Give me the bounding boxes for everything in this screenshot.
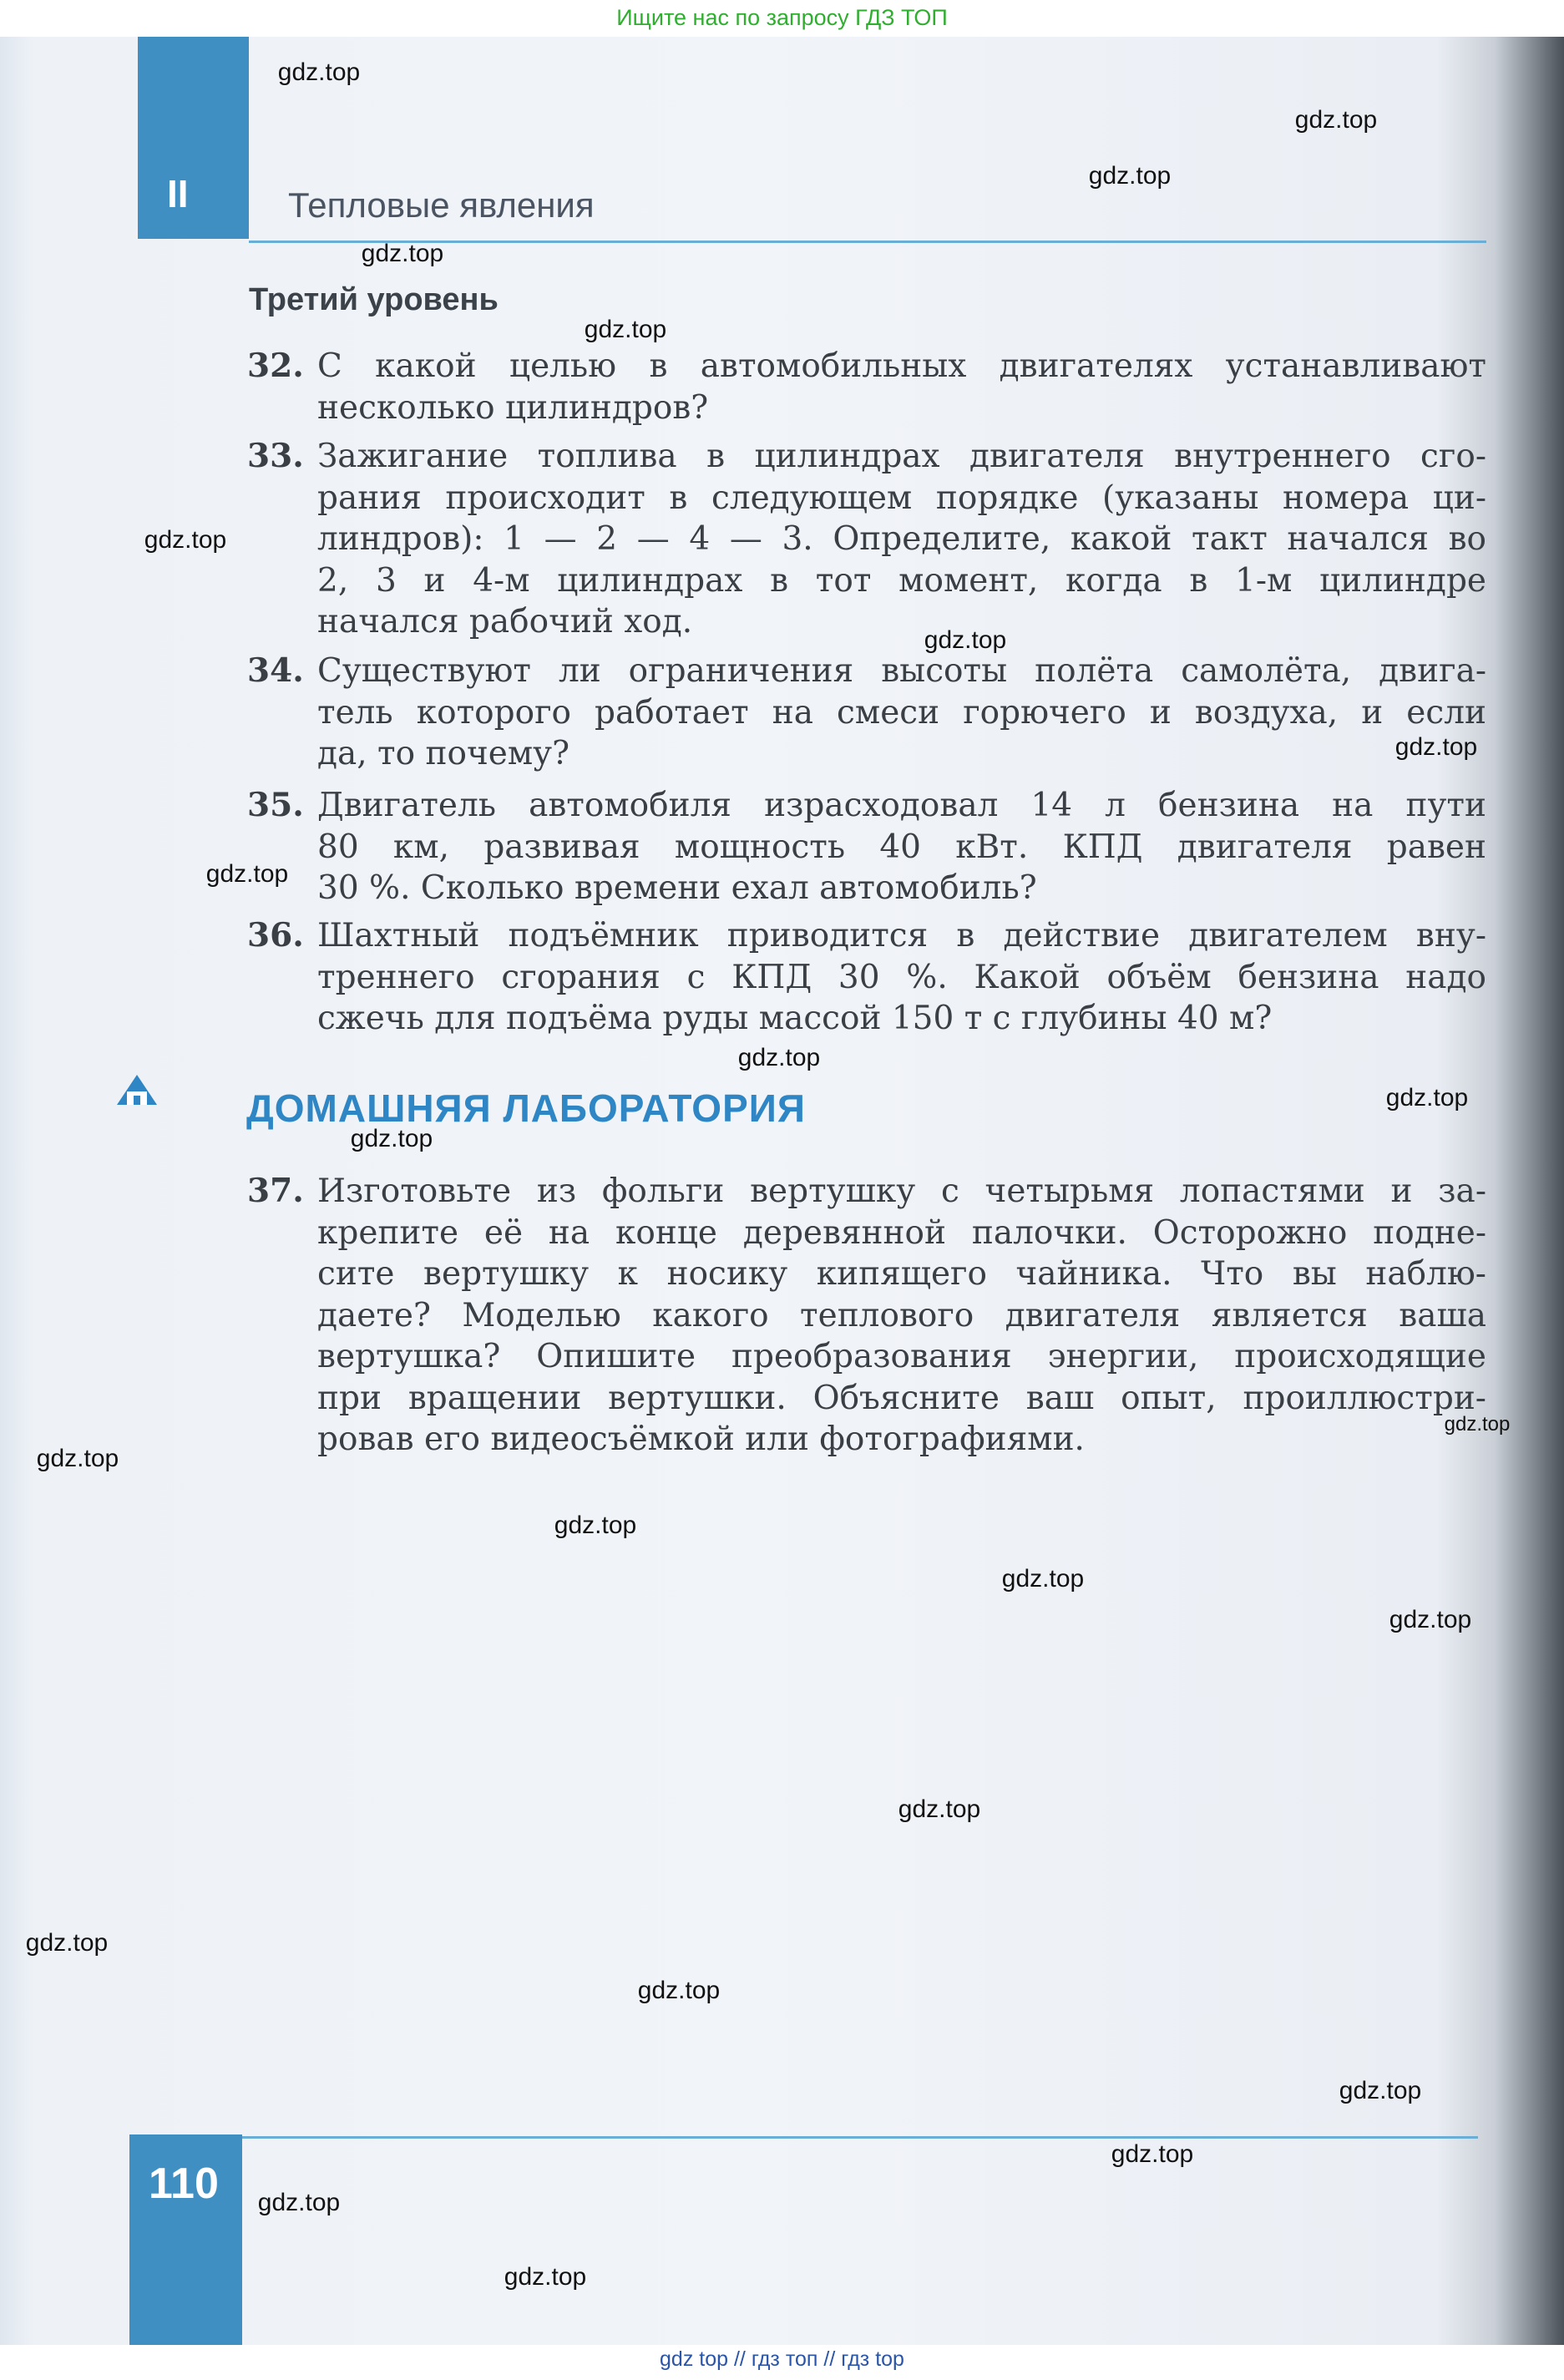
watermark: gdz.top (1385, 1084, 1469, 1112)
exercise-item (247, 1171, 1486, 1461)
exercise-text-line: 30 %. Сколько времени ехал автомобиль? (317, 869, 1037, 907)
page-number: 110 (149, 2160, 219, 2208)
watermark: gdz.top (36, 1445, 119, 1472)
exercise-number: 34. (247, 651, 304, 690)
watermark: gdz.top (277, 58, 361, 86)
exercise-item (247, 346, 1486, 428)
watermark: gdz.top (205, 860, 289, 888)
exercise-text-line: крепите её на конце деревянной палочки. Осторожно подне- (317, 1213, 1486, 1252)
watermark: gdz.top (257, 2189, 341, 2216)
watermark: gdz.top (144, 526, 227, 554)
exercise-text-line: сжечь для подъёма руды массой 150 т с глубины 40 м? (317, 1000, 1273, 1037)
exercise-text-line: Существуют ли ограничения высоты полёта самолёта, двига- (317, 652, 1486, 690)
footer-divider (242, 2136, 1478, 2139)
section-number: II (167, 172, 189, 215)
exercise-item (247, 436, 1486, 643)
exercise-text-line: да, то почему? (317, 735, 570, 772)
exercise-number: 35. (247, 786, 304, 824)
exercise-text-line: линдров): 1 — 2 — 4 — 3. Определите, какой такт начался во (317, 520, 1486, 558)
exercise-number: 33. (247, 437, 304, 475)
watermark: gdz.top (737, 1044, 821, 1071)
exercise-text-line: даете? Моделью какого теплового двигателя является ваша (317, 1296, 1486, 1334)
exercise-text-line: Зажигание топлива в цилиндрах двигателя внутреннего сго- (317, 438, 1486, 475)
watermark: gdz.top (1111, 2140, 1194, 2168)
exercise-text-line: начался рабочий ход. (317, 603, 693, 641)
watermark: gdz.top (584, 316, 667, 343)
exercise-text-line: при вращении вертушки. Объясните ваш опыт, проиллюстри- (317, 1379, 1486, 1417)
footer-links[interactable]: gdz top // гдз топ // гдз top (660, 2347, 904, 2371)
exercise-text-line: рания происходит в следующем порядке (указаны номера ци- (317, 479, 1486, 517)
watermark: gdz.top (1389, 1606, 1472, 1633)
exercise-number: 36. (247, 916, 304, 955)
exercise-text-line: 80 км, развивая мощность 40 кВт. КПД двигателя равен (317, 828, 1486, 866)
watermark: gdz.top (504, 2263, 587, 2291)
watermark: gdz.top (361, 240, 444, 267)
level-title: Третий уровень (249, 282, 499, 317)
exercise-text-line: несколько цилиндров? (317, 388, 709, 427)
exercise-text-line: 2, 3 и 4-м цилиндрах в тот момент, когда в 1-м цилиндре (317, 561, 1486, 600)
home-lab-title: ДОМАШНЯЯ ЛАБОРАТОРИЯ (246, 1086, 806, 1130)
exercise-number: 32. (247, 347, 304, 385)
exercise-text-line: ровав его видеосъёмкой или фотографиями. (317, 1420, 1085, 1458)
chapter-title: Тепловые явления (288, 185, 595, 225)
watermark: gdz.top (1294, 106, 1378, 134)
watermark: gdz.top (924, 626, 1007, 654)
exercise-text-line: треннего сгорания с КПД 30 %. Какой объём бензина надо (317, 958, 1486, 996)
watermark: gdz.top (25, 1929, 109, 1957)
exercise-item (247, 785, 1486, 909)
watermark: gdz.top (637, 1977, 721, 2004)
watermark: gdz.top (1444, 1413, 1511, 1436)
exercise-item (247, 915, 1486, 1040)
watermark: gdz.top (350, 1125, 433, 1152)
exercise-text-line: Двигатель автомобиля израсходовал 14 л бензина на пути (317, 787, 1486, 824)
watermark: gdz.top (1339, 2077, 1422, 2104)
exercise-text-line: тель которого работает на смеси горючего и воздуха, и если (317, 693, 1486, 732)
exercise-text-line: Шахтный подъёмник приводится в действие двигателем вну- (317, 917, 1486, 955)
exercise-text-line: Изготовьте из фольги вертушку с четырьмя лопастями и за- (317, 1172, 1486, 1210)
exercise-text-line: С какой целью в автомобильных двигателях устанавливают (317, 347, 1486, 385)
chapter-band (138, 37, 249, 239)
exercise-item (247, 651, 1486, 775)
exercise-text-line: вертушка? Опишите преобразования энергии, происходящие (317, 1338, 1486, 1375)
exercise-number: 37. (247, 1172, 304, 1210)
watermark: gdz.top (1394, 733, 1478, 761)
watermark: gdz.top (1001, 1565, 1085, 1593)
watermark: gdz.top (898, 1795, 981, 1823)
watermark: gdz.top (1088, 162, 1172, 190)
home-lab-icon (115, 1071, 159, 1127)
watermark: gdz.top (554, 1512, 637, 1539)
search-banner[interactable]: Ищите нас по запросу ГДЗ ТОП (616, 5, 948, 30)
exercise-text-line: сите вертушку к носику кипящего чайника. Что вы наблю- (317, 1255, 1486, 1293)
